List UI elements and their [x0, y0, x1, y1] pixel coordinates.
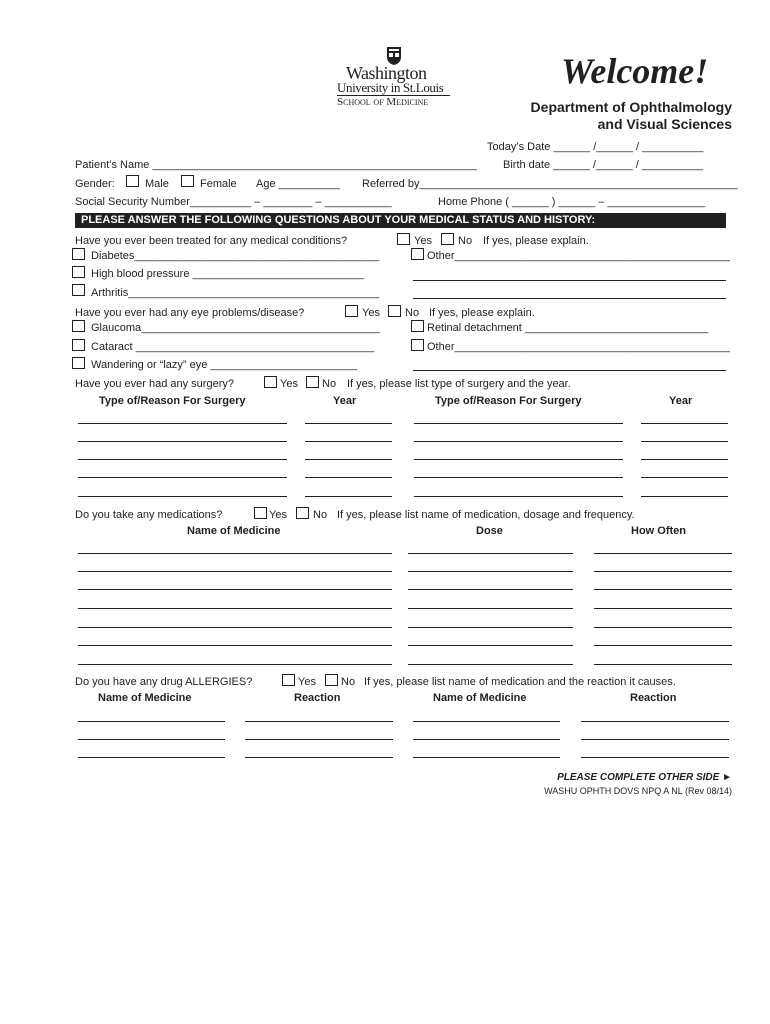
medication-often-header: How Often: [631, 525, 686, 537]
allergies-no-label: No: [341, 676, 356, 688]
female-checkbox[interactable]: [181, 175, 194, 187]
male-label: Male: [145, 178, 169, 190]
high-blood-pressure-field[interactable]: High blood pressure ____________________________: [91, 268, 364, 280]
medication-name-header: Name of Medicine: [187, 525, 281, 537]
home-phone-field[interactable]: Home Phone ( ______ ) ______ – ________________: [438, 196, 706, 208]
medical-explain-text: If yes, please explain.: [483, 235, 589, 247]
medications-no-checkbox[interactable]: [296, 507, 309, 519]
eye-other-checkbox[interactable]: [411, 339, 424, 351]
medical-other-field[interactable]: Other_____________________________________________: [427, 250, 730, 262]
ssn-field[interactable]: Social Security Number__________ – ________ – ___________: [75, 196, 392, 208]
gender-label: Gender:: [75, 178, 115, 190]
surgery-yes-label: Yes: [280, 378, 298, 390]
logo-line-washington: Washington: [346, 63, 427, 83]
allergy-reaction-header-2: Reaction: [630, 692, 677, 704]
medical-yes-label: Yes: [414, 235, 432, 247]
complete-other-side-note: PLEASE COMPLETE OTHER SIDE ►: [557, 772, 732, 783]
eye-other-line-2[interactable]: [413, 370, 726, 371]
eye-other-field[interactable]: Other_____________________________________________: [427, 341, 730, 353]
retinal-detachment-checkbox[interactable]: [411, 320, 424, 332]
surgery-no-label: No: [322, 378, 337, 390]
medications-yes-checkbox[interactable]: [254, 507, 267, 519]
eye-problems-question: Have you ever had any eye problems/disease?: [75, 307, 305, 319]
medications-no-label: No: [313, 509, 328, 521]
surgery-yes-checkbox[interactable]: [264, 376, 277, 388]
logo-line-school: School of Medicine: [337, 96, 429, 108]
section-banner: [75, 213, 726, 228]
todays-date-field[interactable]: Today’s Date ______ /______ / __________: [487, 141, 704, 153]
medical-no-checkbox[interactable]: [441, 233, 454, 245]
allergies-yes-label: Yes: [298, 676, 316, 688]
allergies-yes-checkbox[interactable]: [282, 674, 295, 686]
surgery-year-header-2: Year: [669, 395, 693, 407]
department-name-line2: and Visual Sciences: [597, 116, 732, 132]
medical-other-checkbox[interactable]: [411, 248, 424, 260]
surgery-no-checkbox[interactable]: [306, 376, 319, 388]
surgery-type-header-1: Type of/Reason For Surgery: [99, 395, 246, 407]
arthritis-field[interactable]: Arthritis_________________________________________: [91, 287, 380, 299]
medication-dose-header: Dose: [476, 525, 503, 537]
high-blood-pressure-checkbox[interactable]: [72, 266, 85, 278]
medications-yes-label: Yes: [269, 509, 287, 521]
medical-other-line-3[interactable]: [413, 298, 726, 299]
referred-by-field[interactable]: Referred by____________________________________________________: [362, 178, 738, 190]
allergy-name-header-2: Name of Medicine: [433, 692, 527, 704]
male-checkbox[interactable]: [126, 175, 139, 187]
patient-name-field[interactable]: Patient’s Name _____________________________________________________: [75, 159, 477, 171]
eye-yes-label: Yes: [362, 307, 380, 319]
department-name-line1: Department of Ophthalmology: [530, 99, 732, 115]
allergies-no-checkbox[interactable]: [325, 674, 338, 686]
medications-explain-text: If yes, please list name of medication, dosage and frequency.: [337, 509, 635, 521]
cataract-checkbox[interactable]: [72, 339, 85, 351]
medical-conditions-question: Have you ever been treated for any medical conditions?: [75, 235, 348, 247]
form-code: WASHU OPHTH DOVS NPQ A NL (Rev 08/14): [544, 786, 732, 796]
cataract-field[interactable]: Cataract _______________________________________: [91, 341, 375, 353]
surgery-question: Have you ever had any surgery?: [75, 378, 234, 390]
lazy-eye-field[interactable]: Wandering or “lazy” eye ________________________: [91, 359, 358, 371]
retinal-detachment-field[interactable]: Retinal detachment ______________________________: [427, 322, 709, 334]
logo-line-university: University in St.Louis: [337, 80, 444, 95]
surgery-explain-text: If yes, please list type of surgery and the year.: [347, 378, 571, 390]
birth-date-field[interactable]: Birth date ______ /______ / __________: [503, 159, 704, 171]
diabetes-field[interactable]: Diabetes________________________________________: [91, 250, 380, 262]
medical-other-line-2[interactable]: [413, 280, 726, 281]
allergies-explain-text: If yes, please list name of medication and the reaction it causes.: [364, 676, 676, 688]
medical-yes-checkbox[interactable]: [397, 233, 410, 245]
medications-question: Do you take any medications?: [75, 509, 223, 521]
surgery-year-header-1: Year: [333, 395, 357, 407]
arthritis-checkbox[interactable]: [72, 284, 85, 296]
allergy-reaction-header-1: Reaction: [294, 692, 341, 704]
lazy-eye-checkbox[interactable]: [72, 357, 85, 369]
allergy-name-header-1: Name of Medicine: [98, 692, 192, 704]
diabetes-checkbox[interactable]: [72, 248, 85, 260]
section-banner-text: PLEASE ANSWER THE FOLLOWING QUESTIONS ABOUT YOUR MEDICAL STATUS AND HISTORY:: [81, 214, 596, 226]
female-label: Female: [200, 178, 237, 190]
eye-yes-checkbox[interactable]: [345, 305, 358, 317]
eye-explain-text: If yes, please explain.: [429, 307, 535, 319]
eye-no-checkbox[interactable]: [388, 305, 401, 317]
eye-no-label: No: [405, 307, 420, 319]
medical-no-label: No: [458, 235, 473, 247]
glaucoma-checkbox[interactable]: [72, 320, 85, 332]
age-field[interactable]: Age __________: [256, 178, 340, 190]
surgery-type-header-2: Type of/Reason For Surgery: [435, 395, 582, 407]
allergies-question: Do you have any drug ALLERGIES?: [75, 676, 253, 688]
glaucoma-field[interactable]: Glaucoma_______________________________________: [91, 322, 380, 334]
welcome-title: Welcome!: [561, 51, 709, 91]
